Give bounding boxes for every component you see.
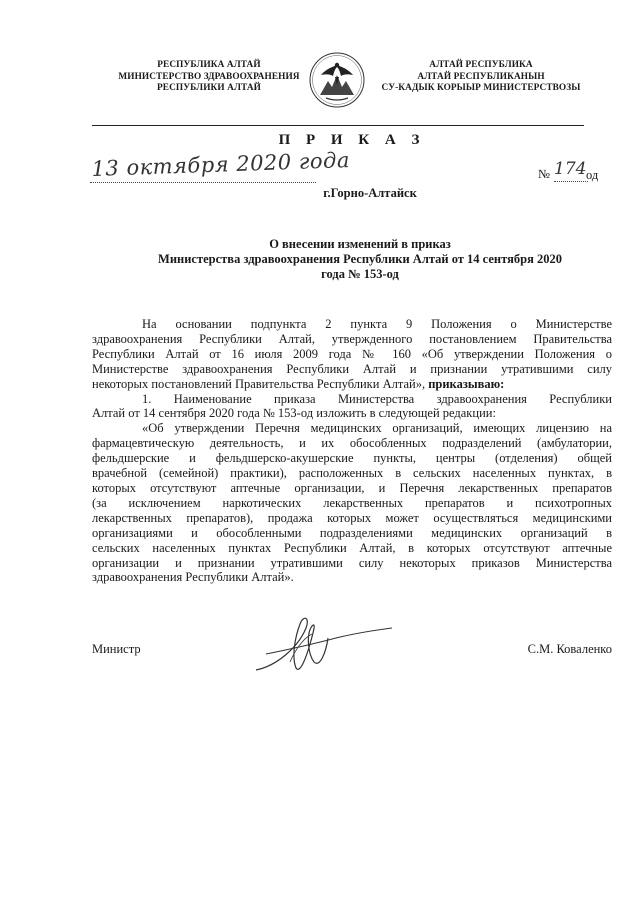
- coat-of-arms-emblem: [308, 51, 366, 109]
- number-underline: [554, 181, 588, 182]
- quote-line: фармацевтическую деятельность, и их обособленных подразделений (амбулатории,: [92, 436, 612, 451]
- handwritten-number: 174: [554, 159, 587, 179]
- quote-line: лекарственных препаратов), продажа которых может осуществляться медицинскими: [92, 510, 612, 525]
- number-suffix: од: [586, 168, 599, 182]
- quote-line: которых отсутствуют аптечные организации, и Перечня лекарственных препаратов: [92, 480, 612, 495]
- subject-line: года № 153-од: [321, 267, 399, 281]
- quote-line: врачебной (семейной) практики), расположенных в сельских населенных пунктах, в: [92, 466, 612, 481]
- number-sign: №: [538, 167, 550, 181]
- city: г.Горно-Алтайск: [323, 186, 417, 200]
- header-right-line: СУ-КАДЫК КОРЫЫР МИНИСТЕРСТВОЗЫ: [381, 83, 581, 93]
- quote-line: (за исключением наркотических лекарственных препаратов и психотропных: [92, 495, 612, 510]
- header-divider: [92, 125, 584, 126]
- header-left-line: РЕСПУБЛИКА АЛТАЙ: [157, 60, 261, 70]
- date-underline: [90, 182, 316, 183]
- quote-line: организации и признании утратившими силу некоторых приказов Министерства: [92, 555, 612, 570]
- header-left-line: РЕСПУБЛИКИ АЛТАЙ: [157, 83, 261, 93]
- quote-line: организациями и обособленными подразделениями медицинских организаций в: [92, 525, 612, 540]
- item-1-line: 1. Наименование приказа Министерства здравоохранения Республики: [142, 391, 612, 406]
- quote-last-line: здравоохранения Республики Алтай».: [92, 570, 294, 585]
- handwritten-date: 13 октября 2020 года: [91, 147, 351, 181]
- preamble-last-text: некоторых постановлений Правительства Республики Алтай»,: [92, 376, 426, 391]
- header-right: [362, 60, 600, 95]
- preamble-line: здравоохранения Республики Алтай, утвержденного постановлением Правительства: [92, 331, 612, 346]
- quote-line: сельских населенных пунктах Республики Алтай, в которых отсутствуют аптечные: [92, 540, 612, 555]
- handwritten-signature: [246, 608, 396, 678]
- header-right-line: АЛТАЙ РЕСПУБЛИКАНЫН: [417, 71, 545, 82]
- header-left-line: МИНИСТЕРСТВО ЗДРАВООХРАНЕНИЯ: [118, 71, 300, 82]
- preamble-line: Республики Алтай от 16 июля 2009 года № 160 «Об утверждении Положения о: [92, 346, 612, 361]
- order-subject: [120, 237, 600, 282]
- subject-line: Министерства здравоохранения Республики Алтай от 14 сентября 2020: [158, 252, 562, 266]
- document-type-title: П Р И К А З: [278, 132, 426, 148]
- subject-line: О внесении изменений в приказ: [269, 237, 451, 251]
- signatory-position: Министр: [92, 642, 141, 656]
- preamble-line: На основании подпункта 2 пункта 9 Положения о Министерстве: [142, 317, 612, 331]
- quote-line: «Об утверждении Перечня медицинских организаций, имеющих лицензию на: [142, 421, 612, 436]
- order-directive: приказываю:: [428, 376, 505, 391]
- quote-line: фельдшерские и фельдшерско-акушерские пункты, центры (отделения) общей: [92, 451, 612, 466]
- header-left: [102, 60, 316, 95]
- signatory-name: С.М. Коваленко: [527, 642, 612, 656]
- item-1-line: Алтай от 14 сентября 2020 года № 153-од изложить в следующей редакции:: [92, 406, 496, 421]
- preamble-last-line: [92, 377, 612, 392]
- order-body: [92, 317, 612, 585]
- preamble-line: Министерстве здравоохранения Республики Алтай и признании утратившими силу: [92, 361, 612, 376]
- header-right-line: АЛТАЙ РЕСПУБЛИКА: [429, 60, 533, 70]
